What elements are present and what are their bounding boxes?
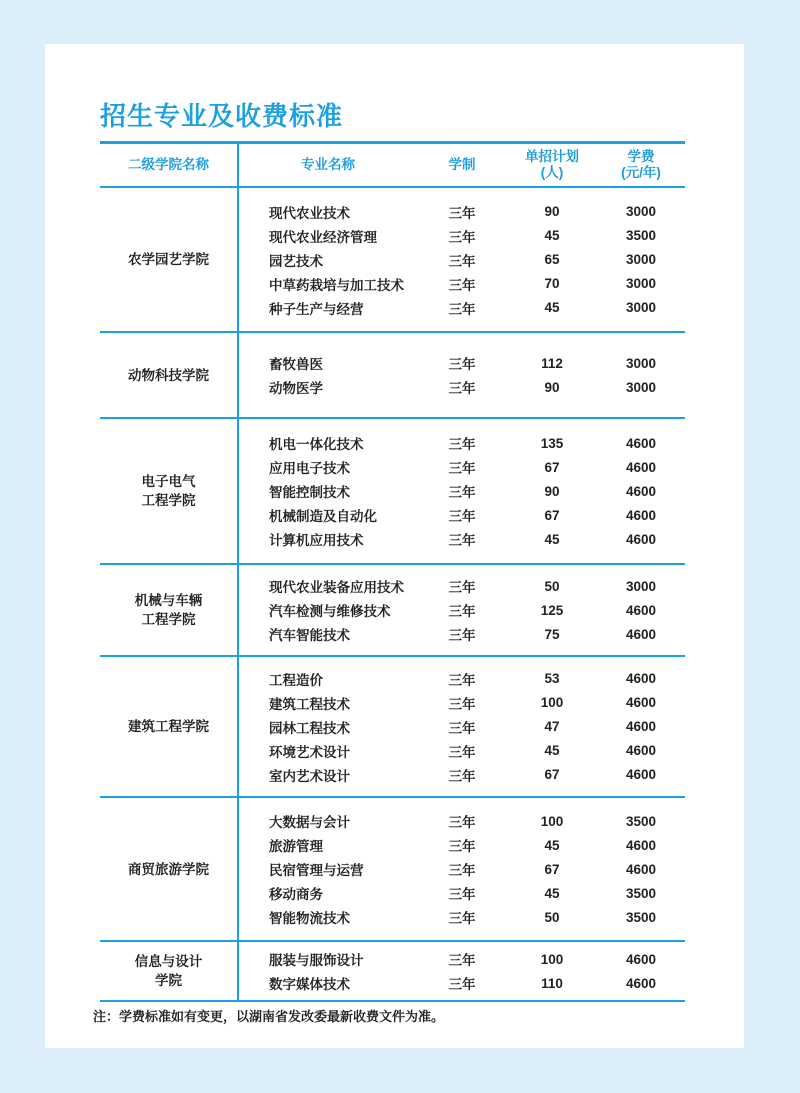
duration-value: 三年 [448,277,476,293]
plan-count: 53 [544,671,560,686]
major-rows-cell [237,798,685,940]
duration-value: 三年 [448,301,476,317]
duration-value: 三年 [448,887,476,902]
plan-count: 45 [544,228,560,243]
duration-value: 三年 [448,839,476,854]
major-rows-cell [237,942,685,1000]
duration-value: 三年 [448,815,476,830]
major-name: 现代农业装备应用技术 [269,580,404,595]
table-row [239,503,685,527]
college-name-cell [100,419,237,563]
major-name: 现代农业经济管理 [269,229,377,245]
major-name: 环境艺术设计 [269,744,350,760]
major-name: 园林工程技术 [269,720,350,736]
header-fee-line1: 学费 [627,149,655,164]
header-college: 二级学院名称 [128,157,209,172]
table-row [239,351,685,375]
plan-count: 90 [544,483,560,499]
table-row [239,881,685,905]
plan-count: 110 [541,975,563,991]
fee-amount: 4600 [625,743,657,758]
duration-value: 三年 [448,205,476,221]
major-name: 数字媒体技术 [269,977,350,992]
duration-value: 三年 [448,768,476,784]
fee-amount: 4600 [625,767,657,782]
college-section [100,333,685,419]
fee-amount: 4600 [625,435,657,451]
header-plan [507,144,597,186]
table-row [239,739,685,763]
duration-value: 三年 [448,911,476,926]
major-name: 汽车检测与维修技术 [269,604,391,619]
major-name: 计算机应用技术 [269,533,364,548]
header-right-group [237,144,685,186]
plan-count: 70 [544,276,560,291]
fee-amount: 3000 [625,252,657,267]
fee-amount: 3000 [625,276,657,291]
table-row [239,224,685,248]
major-name: 大数据与会计 [269,815,350,830]
duration-value: 三年 [448,953,476,968]
table-row [239,248,685,272]
plan-count: 67 [544,459,560,475]
plan-count: 67 [544,767,560,782]
college-name-line: 建筑工程学院 [128,719,209,734]
duration-value: 三年 [448,628,476,643]
content-card [45,44,744,1048]
table-row [239,479,685,503]
fee-amount: 3000 [625,300,657,315]
college-name-line: 动物科技学院 [128,367,209,383]
college-name-line: 电子电气 [141,474,196,489]
major-name: 智能控制技术 [269,485,350,500]
college-name-line: 学院 [155,973,182,988]
plan-count: 112 [541,355,563,371]
fee-amount: 3000 [625,204,657,219]
college-name-cell [100,657,237,796]
major-name: 应用电子技术 [269,461,350,476]
fee-amount: 4600 [625,602,657,618]
major-rows-cell [237,188,685,331]
college-section [100,419,685,565]
table-row [239,833,685,857]
major-name: 民宿管理与运营 [269,863,364,878]
major-name: 机电一体化技术 [269,437,364,452]
fee-amount: 4600 [625,719,657,734]
major-rows-cell [237,333,685,417]
duration-value: 三年 [448,381,476,396]
table-header-row [100,144,685,188]
college-name-line: 工程学院 [141,612,196,627]
major-name: 现代农业技术 [269,205,350,221]
college-name-line: 机械与车辆 [134,593,203,608]
college-name-line: 商贸旅游学院 [128,861,209,877]
fee-amount: 3000 [625,379,657,395]
plan-count: 50 [544,909,560,925]
duration-value: 三年 [448,461,476,476]
plan-count: 45 [544,837,560,853]
major-rows-cell [237,419,685,563]
major-name: 智能物流技术 [269,911,350,926]
header-fee-line2: (元/年) [621,165,661,180]
duration-value: 三年 [448,357,476,372]
duration-value: 三年 [448,720,476,736]
duration-value: 三年 [448,604,476,619]
fee-amount: 4600 [625,975,657,991]
header-plan-line2: (人) [540,165,564,180]
college-name-line: 农学园艺学院 [128,252,209,267]
admissions-fee-table [100,141,685,1002]
plan-count: 75 [544,626,560,642]
college-section [100,942,685,1002]
table-row [239,971,685,995]
fee-amount: 4600 [625,951,657,967]
major-name: 种子生产与经营 [269,301,364,317]
table-row [239,598,685,622]
plan-count: 45 [544,743,560,758]
table-row [239,947,685,971]
table-row [239,622,685,646]
duration-value: 三年 [448,672,476,688]
page-title: 招生专业及收费标准 [100,101,344,131]
major-name: 园艺技术 [269,253,323,269]
duration-value: 三年 [448,696,476,712]
plan-count: 125 [540,602,564,618]
duration-value: 三年 [448,977,476,992]
fee-amount: 4600 [625,861,657,877]
major-name: 畜牧兽医 [269,357,323,372]
table-row [239,763,685,787]
fee-amount: 3500 [625,813,657,829]
header-major: 专业名称 [301,157,355,172]
table-row [239,905,685,929]
fee-amount: 4600 [625,626,657,642]
duration-value: 三年 [448,485,476,500]
duration-value: 三年 [448,863,476,878]
major-name: 中草药栽培与加工技术 [269,277,404,293]
duration-value: 三年 [448,509,476,524]
fee-amount: 3500 [625,228,657,243]
duration-value: 三年 [448,229,476,245]
college-section [100,188,685,333]
header-duration: 学制 [448,157,476,172]
fee-amount: 4600 [625,837,657,853]
college-name-cell [100,565,237,655]
fee-amount: 4600 [625,507,657,523]
table-row [239,715,685,739]
major-rows-cell [237,565,685,655]
duration-value: 三年 [448,437,476,452]
duration-value: 三年 [448,253,476,269]
fee-amount: 4600 [625,671,657,686]
plan-count: 67 [544,861,560,877]
major-name: 汽车智能技术 [269,628,350,643]
college-section [100,565,685,657]
plan-count: 45 [544,300,560,315]
fee-amount: 3500 [625,909,657,925]
college-name-cell [100,333,237,417]
major-name: 机械制造及自动化 [269,509,377,524]
major-name: 动物医学 [269,381,323,396]
table-row [239,272,685,296]
fee-amount: 4600 [625,483,657,499]
fee-amount: 4600 [625,459,657,475]
plan-count: 90 [544,379,560,395]
fee-amount: 4600 [625,531,657,547]
table-row [239,691,685,715]
college-name-cell [100,942,237,1000]
duration-value: 三年 [448,533,476,548]
plan-count: 67 [544,507,560,523]
table-row [239,200,685,224]
footnote: 注：学费标准如有变更，以湖南省发改委最新收费文件为准。 [93,1009,445,1024]
table-row [239,431,685,455]
table-row [239,574,685,598]
table-row [239,809,685,833]
table-row [239,375,685,399]
duration-value: 三年 [448,744,476,760]
duration-value: 三年 [448,580,476,595]
major-name: 旅游管理 [269,839,323,854]
college-name-cell [100,798,237,940]
plan-count: 45 [544,885,560,901]
plan-count: 50 [544,578,560,594]
major-name: 移动商务 [269,887,323,902]
table-row [239,527,685,551]
college-name-cell [100,188,237,331]
plan-count: 100 [540,951,564,967]
fee-amount: 3000 [625,355,657,371]
plan-count: 45 [544,531,560,547]
table-row [239,857,685,881]
college-name-line: 信息与设计 [134,954,203,969]
major-rows-cell [237,657,685,796]
plan-count: 135 [540,435,564,451]
table-row [239,455,685,479]
major-name: 工程造价 [269,672,323,688]
fee-amount: 3000 [625,578,657,594]
plan-count: 90 [544,204,560,219]
table-row [239,667,685,691]
plan-count: 47 [544,719,560,734]
college-name-line: 工程学院 [141,493,196,508]
header-fee [597,144,685,186]
fee-amount: 3500 [625,885,657,901]
table-body [100,188,685,1002]
major-name: 室内艺术设计 [269,768,350,784]
header-plan-line1: 单招计划 [525,149,579,164]
plan-count: 65 [544,252,560,267]
fee-amount: 4600 [625,695,657,710]
college-section [100,657,685,798]
major-name: 服装与服饰设计 [269,953,364,968]
college-section [100,798,685,942]
major-name: 建筑工程技术 [269,696,350,712]
table-row [239,296,685,320]
plan-count: 100 [540,695,564,710]
plan-count: 100 [540,813,564,829]
